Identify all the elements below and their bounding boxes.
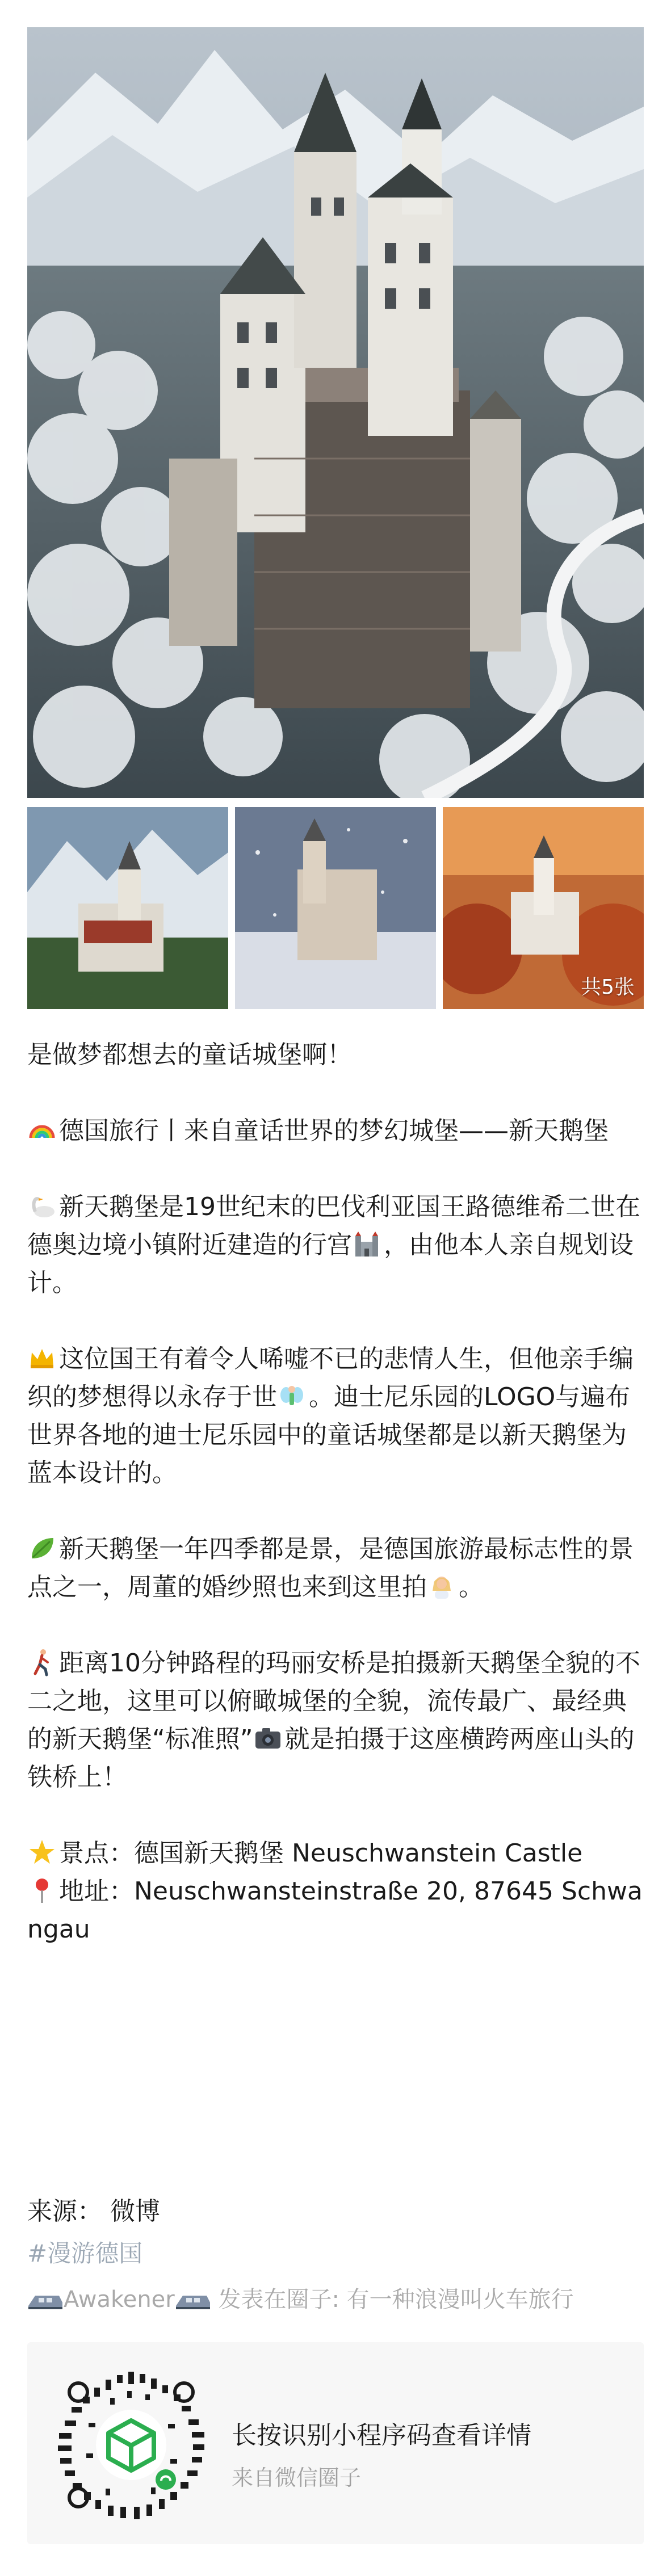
- castle-snow-illustration: [27, 27, 644, 798]
- paragraph-text: 这位国王有着令人唏嘘不已的悲情人生，但他亲手编织的梦想得以永存于世: [27, 1344, 634, 1411]
- location-pin-icon: [27, 1876, 57, 1905]
- castle-summer-thumb: [27, 807, 228, 1009]
- castle-winter-thumb: [235, 807, 436, 1009]
- paragraph-title: [27, 1112, 646, 1150]
- rainbow-icon: [27, 1115, 57, 1145]
- address-text: 地址：Neuschwansteinstraße 20, 87645 Schwangau: [27, 1877, 643, 1944]
- walking-person-icon: [27, 1648, 57, 1677]
- paragraph-text: 就是拍摄于这座横跨两座山头的铁桥上！: [27, 1725, 635, 1792]
- intro-text: 是做梦都想去的童话城堡啊！: [27, 1040, 352, 1069]
- paragraph-seasons: [27, 1530, 646, 1606]
- image-count-badge: 共5张: [581, 976, 635, 999]
- mini-program-title: 长按识别小程序码查看详情: [232, 2421, 531, 2450]
- publisher-line: [27, 2281, 574, 2314]
- spot-text: 景点：德国新天鹅堡 Neuschwanstein Castle: [59, 1839, 583, 1868]
- paragraph-king: [27, 1340, 646, 1492]
- spot-line: [27, 1834, 646, 1872]
- paragraph-text: 。迪士尼乐园的LOGO与遍布世界各地的迪士尼乐园中的童话城堡都是以新天鹅堡为蓝本设计的。: [27, 1382, 631, 1487]
- mini-program-subtitle: 来自微信圈子: [232, 2465, 362, 2490]
- swan-icon: [27, 1191, 57, 1221]
- bride-icon: [427, 1571, 456, 1601]
- paragraph-text: 新天鹅堡是19世纪末的巴伐利亚国王路德维希二世在德奥边境小镇附近建造的行宫: [27, 1192, 640, 1259]
- fairy-icon: [277, 1381, 307, 1411]
- castle-icon: [352, 1229, 381, 1259]
- topic-tag[interactable]: #漫游德国: [27, 2239, 143, 2267]
- paragraph-text: 距离10分钟路程的玛丽安桥是拍摄新天鹅堡全貌的不二之地，这里可以俯瞰城堡的全貌，流传最广、最经典的新天鹅堡“标准照”: [27, 1649, 640, 1754]
- paragraph-history: [27, 1188, 646, 1302]
- post-body: [27, 1036, 646, 1948]
- thumbnail-image[interactable]: [27, 807, 228, 1009]
- leaf-icon: [27, 1533, 57, 1563]
- main-castle-photo[interactable]: [27, 27, 644, 798]
- train-icon: [27, 2289, 64, 2312]
- author-name[interactable]: Awakener: [64, 2287, 175, 2313]
- star-icon: [27, 1838, 57, 1867]
- mini-program-code-icon[interactable]: [54, 2368, 208, 2522]
- paragraph-text: 新天鹅堡一年四季都是景，是德国旅游最标志性的景点之一，周董的婚纱照也来到这里拍: [27, 1535, 634, 1602]
- paragraph-text: 德国旅行丨来自童话世界的梦幻城堡——新天鹅堡: [59, 1116, 609, 1145]
- address-line: [27, 1872, 646, 1948]
- train-icon: [175, 2289, 211, 2312]
- paragraph-text: 。: [459, 1573, 484, 1602]
- mini-program-card[interactable]: [27, 2342, 644, 2544]
- paragraph-text: ，由他本人亲自规划设计。: [27, 1230, 634, 1297]
- circle-publish-info[interactable]: 发表在圈子: 有一种浪漫叫火车旅行: [218, 2287, 574, 2313]
- thumbnail-image[interactable]: [235, 807, 436, 1009]
- thumbnail-strip: [27, 807, 644, 1009]
- crown-icon: [27, 1343, 57, 1373]
- thumbnail-image[interactable]: [443, 807, 644, 1009]
- source-label: 来源： 微博: [27, 2197, 160, 2226]
- camera-icon: [253, 1724, 283, 1753]
- paragraph-bridge: [27, 1644, 646, 1796]
